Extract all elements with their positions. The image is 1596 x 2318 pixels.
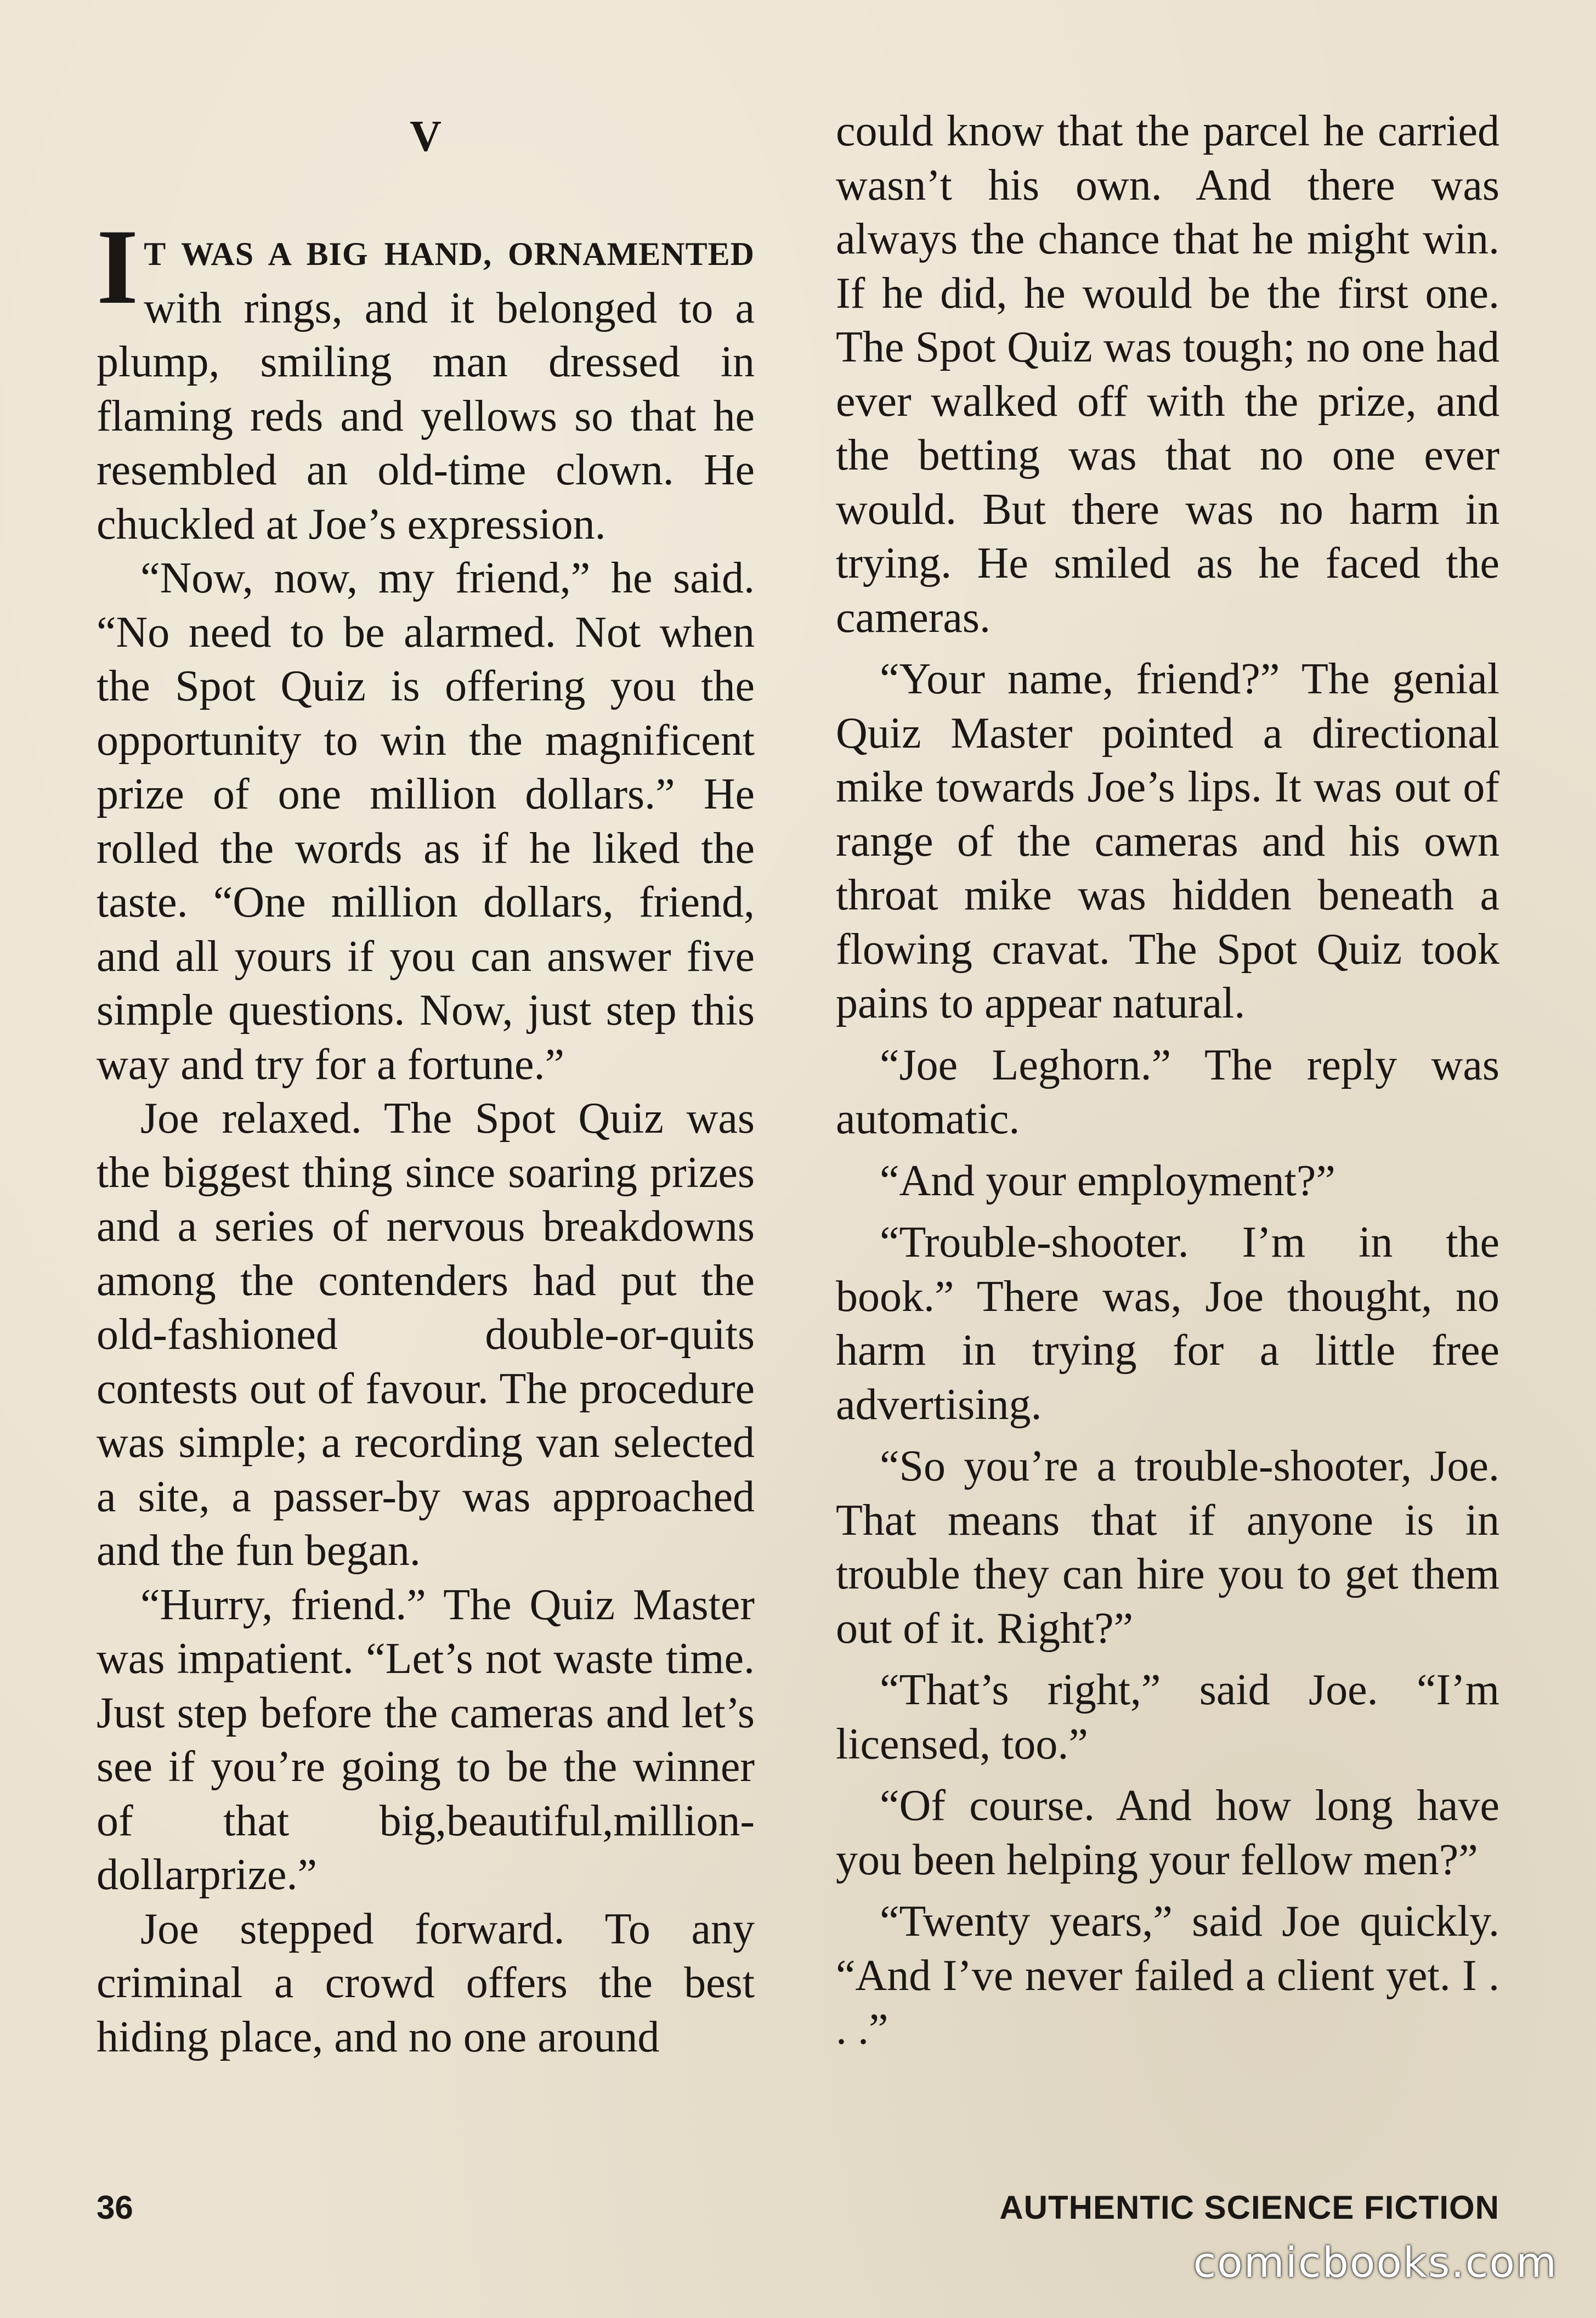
opening-smallcaps: T WAS A BIG HAND, ORNAMENTED	[144, 236, 755, 272]
running-footer-title: AUTHENTIC SCIENCE FICTION	[999, 2189, 1499, 2226]
watermark: comicbooks.com	[1193, 2238, 1558, 2287]
page-number: 36	[97, 2189, 133, 2226]
opening-paragraph	[97, 207, 755, 551]
paragraph: Joe stepped forward. To any criminal a crowd offers the best hiding place, and no one around	[97, 1904, 755, 2061]
right-column	[836, 104, 1499, 2057]
continued-paragraph: could know that the parcel he carried wasn’t his own. And there was always the chance that he might win. If he did, he would be the first one. The Spot Quiz was tough; no one had ever walked off with the prize, and the betting was that no one ever would. But there was no harm in trying. He smiled as he faced the cameras.	[836, 107, 1499, 642]
paragraph: “Trouble-shooter. I’m in the book.” There was, Joe thought, no harm in trying for a little free advertising.	[836, 1218, 1499, 1429]
paragraph: “Of course. And how long have you been helping your fellow men?”	[836, 1782, 1499, 1884]
paragraph: “So you’re a trouble-shooter, Joe. That means that if anyone is in trouble they can hire you to get them out of it. Right?”	[836, 1442, 1499, 1653]
paragraph: “And your employment?”	[880, 1156, 1335, 1205]
paragraph: “Your name, friend?” The genial Quiz Master pointed a directional mike towards Joe’s lips. It was out of range of the cameras and his own throat mike was hidden beneath a flowing cravat. The Spot Quiz took pains to appear natural.	[836, 655, 1499, 1027]
opening-text: with rings, and it belonged to a plump, smiling man dressed in flaming reds and yellows so that he resembled an old-time clown. He chuckled at Joe’s expression.	[97, 284, 755, 549]
paragraph: Joe relaxed. The Spot Quiz was the biggest thing since soaring prizes and a series of nervous breakdowns among the contenders had put the old-fashioned double-or-quits contests out of favour. The procedure was simple; a recording van selected a site, a passer-by was approached and the fun began.	[97, 1094, 755, 1575]
paragraph: “That’s right,” said Joe. “I’m licensed, too.”	[836, 1666, 1499, 1768]
paragraph: “Twenty years,” said Joe quickly. “And I’ve never failed a client yet. I . . .”	[836, 1897, 1499, 2054]
drop-cap: I	[97, 207, 139, 326]
section-heading: V	[410, 112, 442, 161]
paragraph: “Now, now, my friend,” he said. “No need to be alarmed. Not when the Spot Quiz is offering you the opportunity to win the magnificent prize of one million dollars.” He rolled the words as if he liked the taste. “One million dollars, friend, and all yours if you can answer five simple questions. Now, just step this way and try for a fortune.”	[97, 554, 755, 1089]
left-column	[97, 110, 755, 2064]
paragraph: “Hurry, friend.” The Quiz Master was impatient. “Let’s not waste time. Just step before the cameras and let’s see if you’re going to be the winner of that big,beautiful,million-dollarprize.”	[97, 1580, 755, 1899]
paragraph: “Joe Leghorn.” The reply was automatic.	[836, 1041, 1499, 1143]
